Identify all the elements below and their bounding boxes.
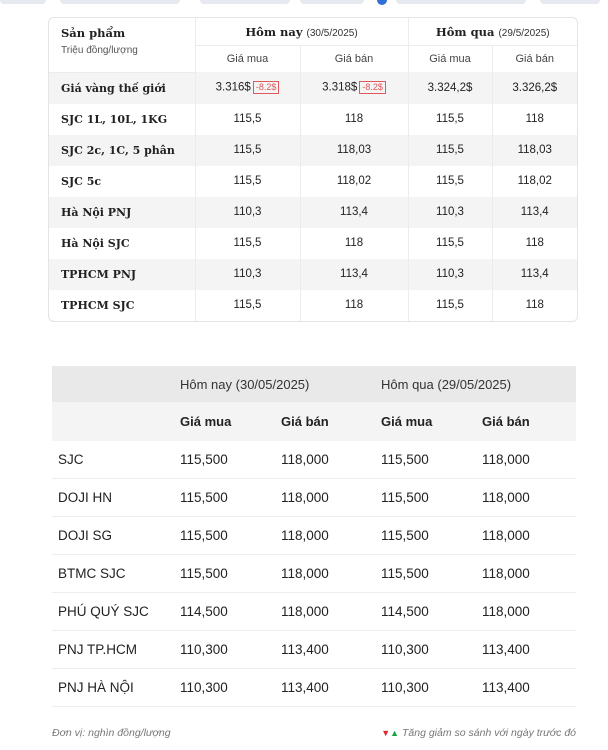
product-name: Hà Nội PNJ <box>49 197 195 228</box>
table-row <box>52 593 576 631</box>
sell-header: Giá bán <box>300 46 408 73</box>
yesterday-sell-cell: 118,000 <box>482 517 576 555</box>
product-name: Giá vàng thế giới <box>49 72 195 104</box>
today-sell-cell: 118,000 <box>281 517 381 555</box>
legend-text: Tăng giảm so sánh với ngày trước đó <box>401 727 576 739</box>
price-value: 3.318$ <box>322 81 358 94</box>
product-name: SJC 5c <box>49 166 195 197</box>
buy-header: Giá mua <box>381 402 482 441</box>
date-header-row <box>52 366 576 402</box>
today-buy-cell: 110,300 <box>180 631 281 669</box>
yesterday-sell-cell: 113,4 <box>492 259 577 290</box>
yesterday-sell-cell: 118 <box>525 299 544 311</box>
change-legend <box>381 727 576 739</box>
today-buy-cell: 110,3 <box>195 259 300 290</box>
today-sell-cell: 113,4 <box>300 197 408 228</box>
table-row <box>52 669 576 707</box>
yesterday-buy-cell: 115,5 <box>408 166 492 197</box>
yesterday-sell-cell: 113,400 <box>482 631 576 669</box>
yesterday-sell-cell: 118,000 <box>482 441 576 479</box>
change-badge: -8.2$ <box>359 81 386 94</box>
today-sell-cell: 118 <box>300 290 408 321</box>
price-value: 3.316$ <box>215 81 251 94</box>
yesterday-sell-cell: 118,000 <box>482 555 576 593</box>
yesterday-sell-cell: 118,000 <box>482 593 576 631</box>
table-row <box>49 72 577 104</box>
today-buy-cell: 115,5 <box>195 135 300 166</box>
today-sell-cell: 113,400 <box>281 669 381 707</box>
yesterday-date: (29/5/2025) <box>498 27 550 39</box>
brand-name: DOJI HN <box>52 479 180 517</box>
today-header: Hôm nay (30/05/2025) <box>180 366 381 402</box>
unit-note: Đơn vị: nghìn đồng/lượng <box>52 727 171 739</box>
brand-name: PNJ TP.HCM <box>52 631 180 669</box>
yesterday-buy-cell: 3.324,2$ <box>408 72 492 104</box>
sell-header: Giá bán <box>482 402 576 441</box>
today-buy-cell: 115,500 <box>180 441 281 479</box>
product-header-cell <box>49 18 195 72</box>
gold-price-table-thousand <box>52 366 576 707</box>
change-badge: -8.2$ <box>253 81 280 94</box>
today-buy-cell: 115,500 <box>180 479 281 517</box>
empty-header-cell <box>52 402 180 441</box>
yesterday-sell-cell: 113,400 <box>482 669 576 707</box>
buy-header: Giá mua <box>408 46 492 73</box>
brand-name: PNJ HÀ NỘI <box>52 669 180 707</box>
yesterday-buy-cell: 115,500 <box>381 555 482 593</box>
today-sell-cell: 118,000 <box>281 555 381 593</box>
today-buy-cell: 115,5 <box>195 104 300 135</box>
yesterday-header: Hôm qua (29/05/2025) <box>381 366 576 402</box>
today-buy-cell: 115,500 <box>180 555 281 593</box>
yesterday-buy-cell: 115,5 <box>408 135 492 166</box>
today-buy-cell: 114,500 <box>180 593 281 631</box>
yesterday-sell-cell: 118 <box>525 113 544 125</box>
today-date: (30/5/2025) <box>306 27 358 39</box>
yesterday-buy-cell: 115,500 <box>381 479 482 517</box>
yesterday-buy-cell: 115,5 <box>408 104 492 135</box>
today-buy-cell: 110,3 <box>195 197 300 228</box>
brand-name: PHÚ QUÝ SJC <box>52 593 180 631</box>
today-buy-cell <box>195 72 300 104</box>
today-sell-cell: 118,000 <box>281 479 381 517</box>
yesterday-buy-cell: 110,300 <box>381 631 482 669</box>
price-type-header-row <box>52 402 576 441</box>
product-name: SJC 1L, 10L, 1KG <box>49 104 195 135</box>
product-name: TPHCM PNJ <box>49 259 195 290</box>
today-sell-cell: 118,03 <box>300 135 408 166</box>
product-name: Hà Nội SJC <box>49 228 195 259</box>
today-label: Hôm nay <box>245 24 303 39</box>
brand-name: SJC <box>52 441 180 479</box>
today-header <box>195 18 408 46</box>
yesterday-sell-cell: 113,4 <box>492 197 577 228</box>
today-buy-cell: 115,500 <box>180 517 281 555</box>
table-row <box>52 517 576 555</box>
table-row <box>52 441 576 479</box>
yesterday-buy-cell: 115,500 <box>381 517 482 555</box>
sell-header: Giá bán <box>515 53 555 65</box>
table-row <box>49 259 577 290</box>
yesterday-buy-cell: 115,500 <box>381 441 482 479</box>
buy-header: Giá mua <box>180 402 281 441</box>
yesterday-buy-cell: 115,5 <box>408 228 492 259</box>
top-cropped-strip <box>0 0 608 6</box>
today-buy-cell: 110,300 <box>180 669 281 707</box>
yesterday-sell-cell: 118,03 <box>492 135 577 166</box>
today-buy-cell: 115,5 <box>195 290 300 321</box>
table-row <box>49 135 577 166</box>
yesterday-header <box>408 18 577 46</box>
yesterday-sell-cell: 118,02 <box>517 175 552 187</box>
yesterday-label: Hôm qua <box>435 24 495 39</box>
yesterday-buy-cell: 110,3 <box>408 197 492 228</box>
yesterday-buy-cell: 114,500 <box>381 593 482 631</box>
sell-header: Giá bán <box>281 402 381 441</box>
today-sell-cell <box>300 72 408 104</box>
product-header: Sản phẩm <box>61 26 126 40</box>
yesterday-buy-cell: 110,3 <box>408 259 492 290</box>
brand-name: DOJI SG <box>52 517 180 555</box>
table-row <box>49 228 577 259</box>
today-sell-cell: 118,000 <box>281 441 381 479</box>
table-row <box>49 104 577 135</box>
today-sell-cell: 118,02 <box>300 166 408 197</box>
product-name: TPHCM SJC <box>49 290 195 321</box>
yesterday-buy-cell: 115,5 <box>408 290 492 321</box>
table-row <box>49 290 577 321</box>
unit-header: Triệu đồng/lượng <box>61 45 138 56</box>
today-buy-cell: 115,5 <box>195 166 300 197</box>
today-sell-cell: 118 <box>300 104 408 135</box>
yesterday-sell-cell: 118 <box>525 237 544 249</box>
down-arrow-icon: ▼ <box>381 728 391 738</box>
brand-name: BTMC SJC <box>52 555 180 593</box>
table-row <box>52 555 576 593</box>
today-sell-cell: 113,4 <box>300 259 408 290</box>
yesterday-buy-cell: 110,300 <box>381 669 482 707</box>
today-buy-cell: 115,5 <box>195 228 300 259</box>
table-row <box>52 479 576 517</box>
yesterday-sell-cell: 118,000 <box>482 479 576 517</box>
table-row <box>52 631 576 669</box>
product-name: SJC 2c, 1C, 5 phân <box>49 135 195 166</box>
gold-price-table-million <box>48 17 578 322</box>
today-sell-cell: 118 <box>300 228 408 259</box>
today-sell-cell: 113,400 <box>281 631 381 669</box>
up-arrow-icon: ▲ <box>390 728 400 738</box>
cropped-icon <box>377 0 387 5</box>
table-row <box>49 166 577 197</box>
table-row <box>49 197 577 228</box>
buy-header: Giá mua <box>195 46 300 73</box>
today-sell-cell: 118,000 <box>281 593 381 631</box>
yesterday-sell-cell: 3.326,2$ <box>492 72 577 104</box>
empty-header-cell <box>52 366 180 402</box>
